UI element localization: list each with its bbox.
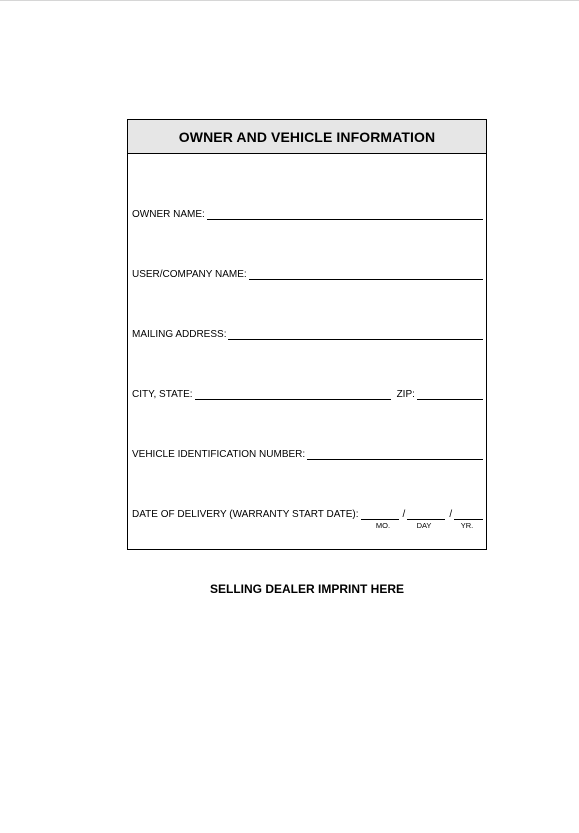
month-caption: MO. (375, 521, 391, 530)
delivery-date-row (132, 507, 483, 521)
delivery-date-label: DATE OF DELIVERY (WARRANTY START DATE): (132, 509, 359, 520)
dealer-imprint-text: SELLING DEALER IMPRINT HERE (209, 582, 404, 596)
mailing-address-field[interactable] (228, 327, 483, 340)
year-caption: YR. (460, 521, 474, 530)
owner-vehicle-form (127, 119, 487, 550)
user-company-name-row (132, 267, 483, 281)
zip-label: ZIP: (396, 389, 415, 400)
delivery-month-field[interactable] (361, 507, 399, 520)
city-state-label: CITY, STATE: (132, 389, 193, 400)
user-company-name-label: USER/COMPANY NAME: (132, 269, 247, 280)
page-top-border (0, 0, 579, 1)
owner-name-label: OWNER NAME: (132, 209, 205, 220)
vin-row (132, 447, 483, 461)
user-company-name-field[interactable] (249, 267, 483, 280)
vin-field[interactable] (307, 447, 483, 460)
mailing-address-label: MAILING ADDRESS: (132, 329, 227, 340)
form-title: OWNER AND VEHICLE INFORMATION (128, 120, 486, 154)
zip-field[interactable] (417, 387, 483, 400)
city-state-zip-row (132, 387, 483, 401)
owner-name-row (132, 207, 483, 221)
owner-name-field[interactable] (207, 207, 483, 220)
vin-label: VEHICLE IDENTIFICATION NUMBER: (132, 449, 306, 460)
delivery-year-field[interactable] (454, 507, 483, 520)
date-separator: / (402, 509, 406, 520)
mailing-address-row (132, 327, 483, 341)
city-state-field[interactable] (195, 387, 391, 400)
day-caption: DAY (416, 521, 432, 530)
date-separator: / (449, 509, 453, 520)
delivery-day-field[interactable] (407, 507, 445, 520)
